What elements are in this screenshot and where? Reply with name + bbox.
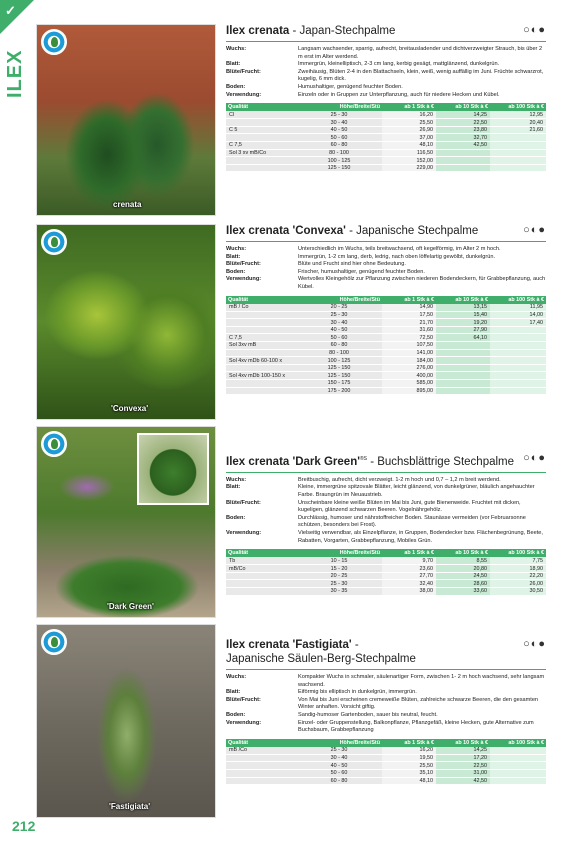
table-row (226, 134, 546, 142)
desc-wuchs: Wuchs: Langsam wachsender, sparrig, aufrecht, breitausladender und dichtverzweigter Strauch, bis über 2 m erst im Alter werdend. (226, 46, 543, 60)
price-table-header (226, 739, 546, 747)
product-details (226, 24, 546, 172)
table-row (226, 372, 546, 380)
column-header-p1: ab 1 Stk à € (382, 296, 436, 304)
cell-p10: 33,60 (436, 588, 490, 596)
cell-p1: 21,70 (382, 319, 436, 327)
cell-p100 (490, 164, 546, 172)
cell-p10 (436, 380, 490, 388)
cell-p10: 19,20 (436, 319, 490, 327)
cell-p1: 107,50 (382, 342, 436, 350)
cell-h: 15 - 20 (296, 565, 382, 573)
table-row (226, 357, 546, 365)
desc-verwendung: Verwendung: Vielseitig verwendbar, als Einzelpflanze, in Gruppen, Bodendecker bzw. Flächenbegrünung, Beete, Rabatten, Vorgarten, Grabbepflanzung, Mobiles Grün. (226, 529, 543, 544)
column-header-p10: ab 10 Stk à € (436, 549, 490, 557)
cell-p100: 12,95 (490, 111, 546, 119)
cell-h: 50 - 60 (296, 134, 382, 142)
cell-p100 (490, 342, 546, 350)
cell-p100: 17,40 (490, 319, 546, 327)
cell-h: 60 - 80 (296, 142, 382, 150)
table-row (226, 304, 546, 312)
product-title: Ilex crenata - Japan-Stechpalme (226, 25, 396, 37)
cell-q: mB /Co (226, 747, 296, 755)
column-header-p100: ab 100 Stk à € (490, 103, 546, 111)
table-row (226, 126, 546, 134)
cell-p1: 9,70 (382, 557, 436, 565)
table-row (226, 349, 546, 357)
desc-wuchs: Wuchs: Breitbuschig, aufrecht, dicht verzweigt. 1-2 m hoch und 0,7 – 1,2 m breit werdend. (226, 476, 501, 483)
cell-q: mB/Co (226, 565, 296, 573)
desc-bluete: Blüte/Frucht: Von Mai bis Juni erscheinen cremeweiße Blüten, zahlreiche schwarze Beeren, die den gesamten Winter anhaften. Vorsicht giftig. (226, 696, 539, 711)
product-details (226, 452, 546, 596)
cell-q (226, 134, 296, 142)
cell-q: Tb (226, 557, 296, 565)
price-table (226, 739, 546, 785)
desc-blatt: Blatt: Kleine, immergrüne spitzovale Blätter, leicht glänzend, von dunkelgrüner, bläulich angehauchter Farbe. Braungrün im Neuaustrieb. (226, 484, 535, 499)
table-row (226, 326, 546, 334)
cell-h: 80 - 100 (296, 149, 382, 157)
cell-p10: 20,80 (436, 565, 490, 573)
cell-p1: 14,90 (382, 304, 436, 312)
cell-p10 (436, 157, 490, 165)
product-photo (36, 624, 216, 818)
cell-q (226, 754, 296, 762)
cell-q: C 5 (226, 126, 296, 134)
cell-p1: 35,10 (382, 770, 436, 778)
quality-seal-icon (41, 629, 67, 655)
photo-caption: 'Convexa' (111, 404, 149, 413)
cell-h: 25 - 30 (296, 747, 382, 755)
cell-p100 (490, 762, 546, 770)
cell-h: 60 - 80 (296, 342, 382, 350)
cell-h: 60 - 80 (296, 777, 382, 785)
cell-p100 (490, 372, 546, 380)
cell-q (226, 380, 296, 388)
table-row (226, 342, 546, 350)
cell-p1: 116,50 (382, 149, 436, 157)
desc-wuchs: Wuchs: Unterschiedlich im Wuchs, teils breitwachsend, oft kegelförmig, im Alter 2 m hoch. (226, 246, 501, 252)
table-row (226, 588, 546, 596)
cell-p1: 48,10 (382, 777, 436, 785)
table-row (226, 311, 546, 319)
price-table (226, 549, 546, 595)
cell-p100 (490, 777, 546, 785)
cell-q: C 7,5 (226, 334, 296, 342)
sidebar-title: ILEX (4, 49, 26, 98)
cell-q (226, 311, 296, 319)
check-icon: ✓ (5, 3, 16, 18)
product-title: Ilex crenata 'Convexa' - Japanische Stechpalme (226, 225, 479, 237)
cell-p10: 14,25 (436, 747, 490, 755)
cell-p1: 32,40 (382, 580, 436, 588)
cell-q (226, 588, 296, 596)
cell-p1: 72,50 (382, 334, 436, 342)
column-header-p1: ab 1 Stk à € (382, 103, 436, 111)
cell-p100 (490, 134, 546, 142)
product-title: Ilex crenata 'Fastigiata' - Japanische Säulen-Berg-Stechpalme (226, 639, 416, 665)
cell-p10: 28,60 (436, 580, 490, 588)
cell-q: Cl (226, 111, 296, 119)
column-header-quality: Qualität (226, 296, 296, 304)
product-photo (36, 24, 216, 216)
desc-verwendung: Verwendung: Einzeln oder in Gruppen zur Unterpflanzung, auch für niedere Hecken und Kübel. (226, 91, 500, 98)
cell-p1: 229,00 (382, 164, 436, 172)
cell-h: 20 - 25 (296, 304, 382, 312)
table-row (226, 119, 546, 127)
cell-p1: 276,00 (382, 364, 436, 372)
cell-p10: 23,80 (436, 126, 490, 134)
desc-boden: Boden: Frischer, humushaltiger, genügend feuchter Boden. (226, 268, 425, 275)
inset-photo (137, 433, 209, 505)
cell-p100: 14,00 (490, 311, 546, 319)
table-row (226, 754, 546, 762)
cell-p1: 895,00 (382, 387, 436, 395)
product-title: Ilex crenata 'Dark $Green'^{®S}$ - Buchsblättrige Stechpalme (226, 455, 515, 468)
cell-h: 40 - 50 (296, 126, 382, 134)
cell-p100 (490, 387, 546, 395)
column-header-p100: ab 100 Stk à € (490, 549, 546, 557)
cell-q: Sol 4xv mDb 100-150 x (226, 372, 296, 380)
table-row (226, 149, 546, 157)
cell-h: 175 - 200 (296, 387, 382, 395)
cell-h: 50 - 60 (296, 334, 382, 342)
table-row (226, 364, 546, 372)
cell-p100 (490, 349, 546, 357)
cell-h: 30 - 40 (296, 119, 382, 127)
cell-p100 (490, 149, 546, 157)
desc-bluete: Blüte/Frucht: Unscheinbare kleine weiße Blüten im Mai bis Juni, gute Bienenweide. Fruchtet mit dicken, kugeligen, glänzend schwarzen Beeren. Vogelnährgehölz. (226, 499, 521, 514)
column-header-p100: ab 100 Stk à € (490, 296, 546, 304)
light-requirement-icons: ○◐● (523, 452, 546, 464)
column-header-height: Höhe/Breite/Stü (296, 103, 382, 111)
product-details (226, 638, 546, 785)
desc-bluete: Blüte/Frucht: Blüte und Frucht sind hier ohne Bedeutung. (226, 261, 406, 268)
quality-seal-icon (41, 29, 67, 55)
cell-p10 (436, 164, 490, 172)
desc-boden: Boden: Sandig-humoser Gartenboden, sauer bis neutral, feucht. (226, 711, 438, 718)
cell-p1: 16,20 (382, 111, 436, 119)
cell-p10: 32,70 (436, 134, 490, 142)
cell-p1: 26,90 (382, 126, 436, 134)
cell-q (226, 364, 296, 372)
cell-h: 20 - 25 (296, 572, 382, 580)
cell-p10 (436, 349, 490, 357)
page-number: 212 (12, 818, 36, 834)
column-header-p10: ab 10 Stk à € (436, 103, 490, 111)
column-header-p10: ab 10 Stk à € (436, 296, 490, 304)
table-row (226, 142, 546, 150)
cell-h: 125 - 150 (296, 364, 382, 372)
cell-p100: 21,60 (490, 126, 546, 134)
cell-p100: 18,90 (490, 565, 546, 573)
column-header-p1: ab 1 Stk à € (382, 739, 436, 747)
desc-bluete: Blüte/Frucht: Zweihäusig, Blüten 2-4 in den Blattachseln, klein, weiß, wenig auffällig im Juni. Früchte schwarzrot, kugelig, 6 mm dick. (226, 68, 544, 83)
cell-p100: 11,95 (490, 304, 546, 312)
cell-p100 (490, 357, 546, 365)
cell-p100: 22,20 (490, 572, 546, 580)
light-requirement-icons: ○◐● (523, 24, 546, 36)
product-section (36, 426, 546, 620)
product-photo (36, 224, 216, 420)
cell-q (226, 157, 296, 165)
column-header-quality: Qualität (226, 739, 296, 747)
cell-p10: 31,00 (436, 770, 490, 778)
cell-h: 25 - 30 (296, 311, 382, 319)
cell-p100: 26,00 (490, 580, 546, 588)
price-table-header (226, 103, 546, 111)
cell-h: 30 - 40 (296, 754, 382, 762)
cell-q: C 7,5 (226, 142, 296, 150)
cell-p100 (490, 364, 546, 372)
cell-p1: 152,00 (382, 157, 436, 165)
desc-boden: Boden: Humushaltiger, genügend feuchter Boden. (226, 83, 403, 90)
cell-p10 (436, 372, 490, 380)
cell-p10: 42,50 (436, 777, 490, 785)
cell-p100 (490, 326, 546, 334)
cell-p100 (490, 747, 546, 755)
cell-p1: 25,50 (382, 762, 436, 770)
cell-p1: 141,00 (382, 349, 436, 357)
table-row (226, 380, 546, 388)
light-requirement-icons: ○◐● (523, 224, 546, 236)
cell-p10: 22,50 (436, 762, 490, 770)
cell-h: 125 - 150 (296, 372, 382, 380)
light-requirement-icons: ○◐● (523, 638, 546, 650)
table-row (226, 565, 546, 573)
cell-p1: 17,50 (382, 311, 436, 319)
cell-p10 (436, 364, 490, 372)
column-header-p10: ab 10 Stk à € (436, 739, 490, 747)
cell-h: 50 - 60 (296, 770, 382, 778)
table-row (226, 770, 546, 778)
cell-h: 100 - 125 (296, 357, 382, 365)
photo-caption: crenata (113, 200, 142, 209)
cell-h: 40 - 50 (296, 326, 382, 334)
product-section (36, 224, 546, 420)
cell-q (226, 349, 296, 357)
table-row (226, 580, 546, 588)
price-table (226, 296, 546, 396)
product-section (36, 624, 546, 820)
cell-q: Sol 4xv mDb 60-100 x (226, 357, 296, 365)
cell-p1: 23,60 (382, 565, 436, 573)
quality-seal-icon (41, 229, 67, 255)
cell-p1: 31,60 (382, 326, 436, 334)
photo-caption: 'Fastigiata' (109, 802, 151, 811)
cell-p1: 38,00 (382, 588, 436, 596)
table-row (226, 747, 546, 755)
cell-p10: 24,50 (436, 572, 490, 580)
cell-q (226, 762, 296, 770)
cell-p10 (436, 387, 490, 395)
product-details (226, 224, 546, 395)
cell-p10: 13,15 (436, 304, 490, 312)
cell-p100 (490, 770, 546, 778)
cell-q (226, 326, 296, 334)
cell-p10 (436, 357, 490, 365)
table-row (226, 777, 546, 785)
product-section (36, 24, 546, 220)
cell-h: 10 - 15 (296, 557, 382, 565)
cell-h: 100 - 125 (296, 157, 382, 165)
cell-q (226, 777, 296, 785)
cell-p100 (490, 380, 546, 388)
cell-p10: 8,55 (436, 557, 490, 565)
desc-verwendung: Verwendung: Wertvolles Kleingehölz zur Pflanzung zwischen niederen Bodendeckern, für Grabbepflanzung, auch Kübel. (226, 276, 546, 290)
cell-p100 (490, 754, 546, 762)
cell-p10: 22,50 (436, 119, 490, 127)
cell-q (226, 119, 296, 127)
cell-q: Sol 3 xv mB/Co (226, 149, 296, 157)
cell-p10: 15,40 (436, 311, 490, 319)
cell-q (226, 770, 296, 778)
table-row (226, 319, 546, 327)
product-photo (36, 426, 216, 618)
column-header-height: Höhe/Breite/Stü (296, 549, 382, 557)
cell-p1: 585,00 (382, 380, 436, 388)
cell-p1: 37,00 (382, 134, 436, 142)
cell-p10: 27,90 (436, 326, 490, 334)
desc-verwendung: Verwendung: Einzel- oder Gruppenstellung, Balkonpflanze, Pflanzgefäß, kleine Hecken, gute Alternative zum Buchsbaum, Grabbepflanzung (226, 719, 534, 734)
cell-p10 (436, 342, 490, 350)
table-row (226, 157, 546, 165)
column-header-quality: Qualität (226, 549, 296, 557)
cell-p1: 25,50 (382, 119, 436, 127)
cell-p10 (436, 149, 490, 157)
cell-q: Sol 3xv mB (226, 342, 296, 350)
cell-p10: 14,25 (436, 111, 490, 119)
cell-q (226, 572, 296, 580)
column-header-quality: Qualität (226, 103, 296, 111)
cell-p1: 184,00 (382, 357, 436, 365)
price-table (226, 103, 546, 172)
table-row (226, 572, 546, 580)
column-header-height: Höhe/Breite/Stü (296, 739, 382, 747)
cell-p100: 30,50 (490, 588, 546, 596)
cell-p1: 27,70 (382, 572, 436, 580)
quality-seal-icon (41, 431, 67, 457)
cell-h: 125 - 150 (296, 164, 382, 172)
column-header-height: Höhe/Breite/Stü (296, 296, 382, 304)
cell-p100 (490, 142, 546, 150)
cell-q (226, 319, 296, 327)
cell-p100 (490, 334, 546, 342)
cell-h: 40 - 50 (296, 762, 382, 770)
desc-blatt: Blatt: Immergrün, kleinelliptisch, 2-3 cm lang, kerbig gesägt, mattglänzend, dunkelgrün. (226, 61, 500, 68)
photo-caption: 'Dark Green' (107, 602, 154, 611)
cell-h: 25 - 30 (296, 111, 382, 119)
desc-wuchs: Wuchs: Kompakter Wuchs in schmaler, säulenartiger Form, zwischen 1- 2 m hoch wachsend, sehr langsam wachsend. (226, 674, 545, 688)
cell-p1: 400,00 (382, 372, 436, 380)
table-row (226, 387, 546, 395)
desc-blatt: Blatt: Immergrün, 1-2 cm lang, derb, ledrig, nach oben löffelartig gewölbt, dunkelgrün. (226, 253, 496, 260)
cell-h: 25 - 30 (296, 580, 382, 588)
cell-p10: 17,20 (436, 754, 490, 762)
cell-q: mB / Co (226, 304, 296, 312)
cell-h: 150 - 175 (296, 380, 382, 388)
table-row (226, 762, 546, 770)
cell-p100: 7,75 (490, 557, 546, 565)
cell-p100 (490, 157, 546, 165)
cell-q (226, 164, 296, 172)
price-table-header (226, 296, 546, 304)
cell-h: 30 - 35 (296, 588, 382, 596)
cell-p1: 19,50 (382, 754, 436, 762)
cell-h: 30 - 40 (296, 319, 382, 327)
desc-boden: Boden: Durchlässig, humoser und nährstoffreicher Boden. Staunässe vermeiden (vor Februarsonne schützen, besonders bei Frost). (226, 514, 526, 529)
cell-p1: 16,20 (382, 747, 436, 755)
cell-h: 80 - 100 (296, 349, 382, 357)
cell-q (226, 387, 296, 395)
cell-q (226, 580, 296, 588)
price-table-header (226, 549, 546, 557)
cell-p10: 42,50 (436, 142, 490, 150)
column-header-p1: ab 1 Stk à € (382, 549, 436, 557)
cell-p1: 48,10 (382, 142, 436, 150)
desc-blatt: Blatt: Eiförmig bis elliptisch in dunkelgrün, immergrün. (226, 689, 417, 696)
table-row (226, 164, 546, 172)
table-row (226, 557, 546, 565)
cell-p100: 20,40 (490, 119, 546, 127)
table-row (226, 334, 546, 342)
column-header-p100: ab 100 Stk à € (490, 739, 546, 747)
table-row (226, 111, 546, 119)
cell-p10: 64,10 (436, 334, 490, 342)
